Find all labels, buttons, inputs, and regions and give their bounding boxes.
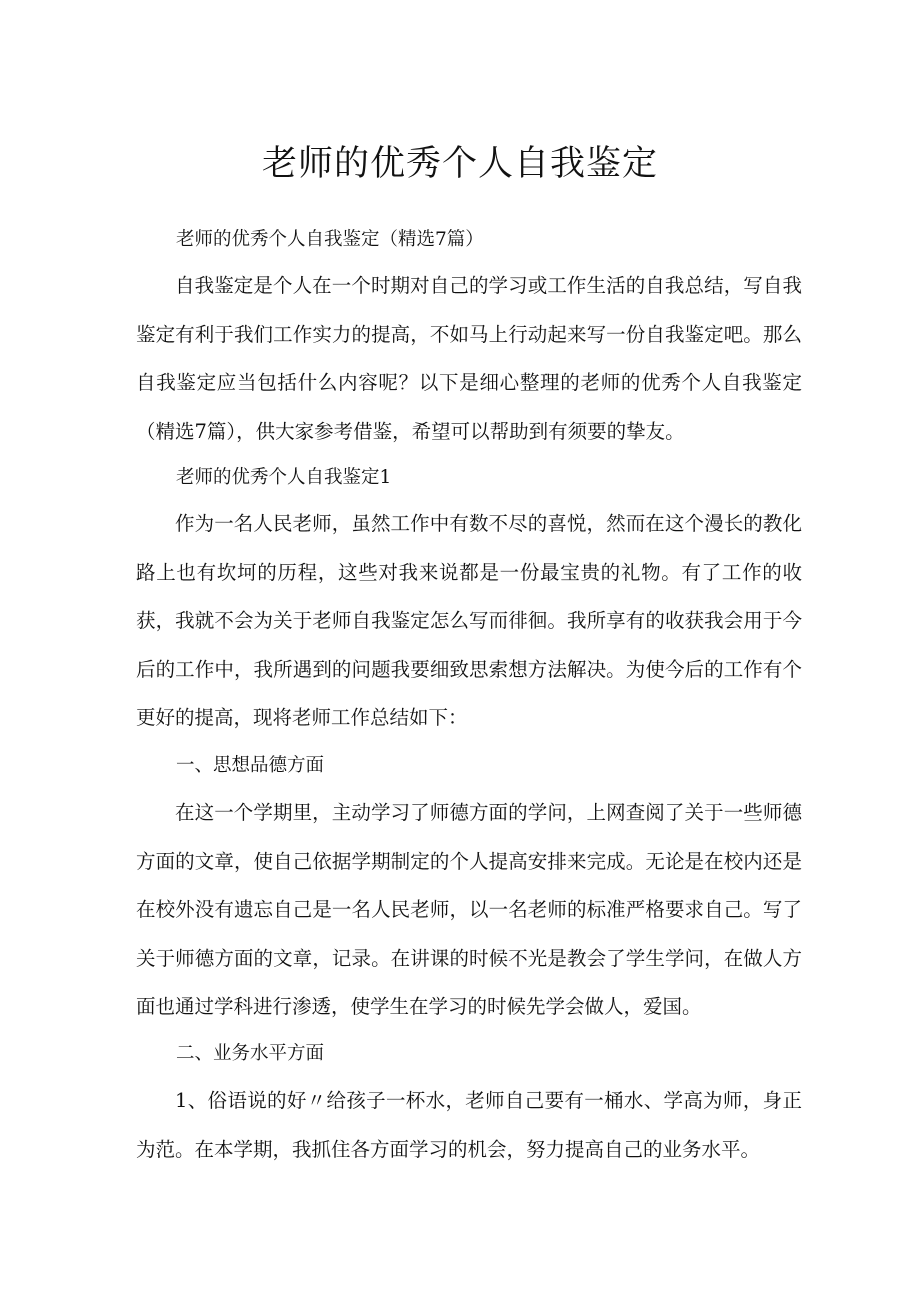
- intro-paragraph: 自我鉴定是个人在一个时期对自己的学习或工作生活的自我总结，写自我鉴定有利于我们工作实力的提高，不如马上行动起来写一份自我鉴定吧。那么自我鉴定应当包括什么内容呢？以下是细心整理的老师的优秀个人自我鉴定（精选7篇），供大家参考借鉴，希望可以帮助到有须要的挚友。: [136, 274, 802, 443]
- part-2-paragraph: 1、俗语说的好〃给孩子一杯水，老师自己要有一桶水、学高为师，身正为范。在本学期，我抓住各方面学习的机会，努力提高自己的业务水平。: [136, 1089, 802, 1161]
- part-1-paragraph: 在这一个学期里，主动学习了师德方面的学问，上网查阅了关于一些师德方面的文章，使自己依据学期制定的个人提高安排来完成。无论是在校内还是在校外没有遗忘自己是一名人民老师，以一名老师的标准严格要求自己。写了关于师德方面的文章，记录。在讲课的时候不光是教会了学生学问，在做人方面也通过学科进行渗透，使学生在学习的时候先学会做人，爱国。: [136, 801, 802, 1018]
- section-1-paragraph: 作为一名人民老师，虽然工作中有数不尽的喜悦，然而在这个漫长的教化路上也有坎坷的历程，这些对我来说都是一份最宝贵的礼物。有了工作的收获，我就不会为关于老师自我鉴定怎么写而徘徊。我所享有的收获我会用于今后的工作中，我所遇到的问题我要细致思索想方法解决。为使今后的工作有个更好的提高，现将老师工作总结如下：: [136, 512, 802, 729]
- document-title: 老师的优秀个人自我鉴定: [261, 144, 658, 184]
- part-heading-ideology: 一、思想品德方面: [176, 755, 325, 776]
- section-heading-1: 老师的优秀个人自我鉴定1: [176, 467, 392, 488]
- part-heading-business: 二、业务水平方面: [176, 1043, 325, 1064]
- document-subtitle: 老师的优秀个人自我鉴定（精选7篇）: [176, 229, 484, 250]
